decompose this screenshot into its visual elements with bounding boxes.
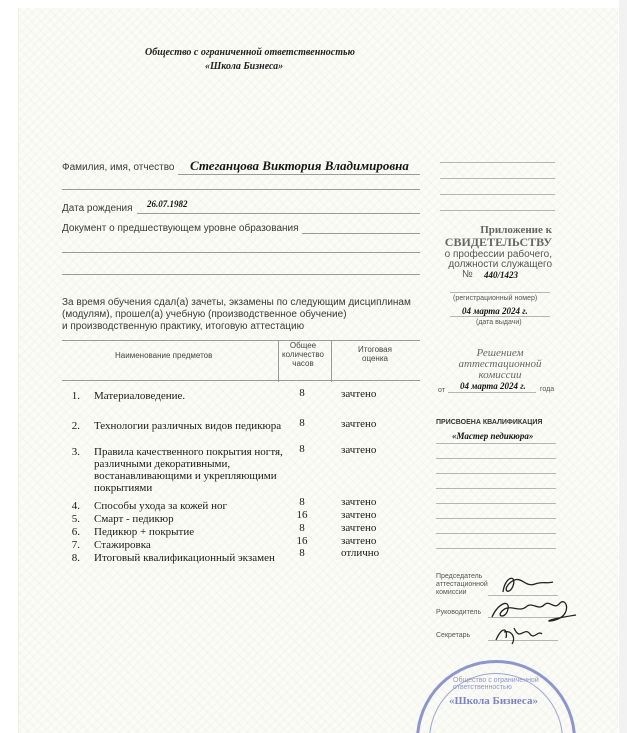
table-row-hours: 16 [296,509,308,521]
table-row-num: 8. [71,552,80,564]
intro-line-2: (модулям), прошел(а) учебную (производственное обучение) [62,309,347,320]
fio-line [178,174,420,175]
issue-date-line [450,316,550,317]
qual-line-3 [436,473,556,474]
table-row-hours: 8 [299,387,305,399]
table-row-name: Итоговый квалификационный экзамен [94,552,275,564]
prev-doc-line-3 [62,274,420,275]
table-row-num: 4. [71,500,80,512]
chair-label-3: комиссии [436,589,467,596]
stamp-center-text: «Школа Бизнеса» [449,695,538,707]
qualification-value: «Мастер педикюра» [452,431,534,441]
issue-date-label: (дата выдачи) [476,319,522,326]
qualification-title: ПРИСВОЕНА КВАЛИФИКАЦИЯ [436,419,543,426]
table-header-border [62,380,420,381]
decision-line-2: аттестационной [458,358,542,370]
appendix-no-label: № [462,269,473,280]
reg-number-label: (регистрационный номер) [453,295,538,302]
scrollbar-track[interactable] [619,0,627,733]
prev-doc-label: Документ о предшествующем уровне образования [62,223,299,234]
table-row-num: 1. [71,390,80,402]
decision-date: 04 марта 2024 г. [460,381,526,391]
chair-label [436,573,488,597]
table-row-grade: зачтено [341,418,377,430]
decision-date-line [448,392,536,393]
table-row-name: Технологии различных видов педикюра [94,420,282,432]
col-header-grade-1: Итоговая [358,345,392,354]
table-row-num: 5. [71,513,80,525]
col-header-name: Наименование предметов [115,351,213,360]
table-row-hours: 8 [299,443,305,455]
right-line-1 [440,162,555,163]
birth-label: Дата рождения [62,203,133,214]
table-row-grade: отлично [341,547,380,559]
table-row-hours: 16 [296,535,308,547]
birth-line [137,213,420,214]
right-line-2 [440,178,555,179]
right-line-4 [440,210,555,211]
decision-from-label: от [438,387,445,394]
col-divider-1 [278,340,279,382]
qual-line-7 [436,533,556,534]
qual-line-6 [436,518,556,519]
table-row-hours: 8 [299,496,305,508]
table-row-name: Стажировка [94,539,151,551]
col-header-hours [278,341,328,368]
chair-label-2: аттестационной [436,581,488,588]
table-row-hours: 8 [299,522,305,534]
fio-value: Стеганцова Виктория Владимировна [190,158,409,173]
issue-date: 04 марта 2024 г. [462,306,528,316]
col-header-hours-3: часов [292,359,314,368]
decision-line-3: комиссии [478,369,522,381]
prev-doc-line-2 [62,252,420,253]
intro-line-3: и производственную практику, итоговую аттестацию [62,321,305,332]
appendix-number: 440/1423 [484,270,519,280]
table-top-border [62,340,420,341]
table-row-name: Смарт - педикюр [94,513,174,525]
table-row-hours: 8 [299,547,305,559]
stamp-ring-text: Общество с ограниченной ответственностью [453,677,539,691]
col-divider-2 [331,340,332,382]
secretary-label: Секретарь [436,632,471,639]
appendix-title-1: Приложение к [480,224,552,236]
table-row-grade: зачтено [341,535,377,547]
qual-line-1 [436,443,556,444]
chair-label-1: Председатель [436,573,483,580]
decision-line-1: Решением [476,347,524,359]
right-line-3 [440,194,555,195]
decision-year-suffix: года [540,386,555,393]
qual-line-4 [436,488,556,489]
intro-line-1: За время обучения сдал(а) зачеты, экзамены по следующим дисциплинам [62,297,411,308]
table-row-num: 7. [71,539,80,551]
head-label: Руководитель [436,609,482,616]
col-header-grade [340,345,410,363]
table-row-grade: зачтено [341,444,377,456]
table-row-name: Правила качественного покрытия ногтя, различными декоративными, востанавливающими и укрепляющими покрытиями [94,446,283,494]
table-row-num: 3. [71,446,80,458]
appendix-title-2: СВИДЕТЕЛЬСТВУ [444,235,552,249]
qual-line-2 [436,458,556,459]
secretary-signature [490,618,550,648]
table-row-grade: зачтено [341,522,377,534]
qual-line-5 [436,503,556,504]
table-row-grade: зачтено [341,388,377,400]
appendix-sub-1: о профессии рабочего, [444,249,552,260]
table-row-name: Материаловедение. [94,390,186,402]
col-header-grade-2: оценка [362,354,388,363]
table-row-name: Педикюр + покрытие [94,526,195,538]
fio-label: Фамилия, имя, отчество [62,162,175,173]
organization-name: Общество с ограниченной ответственностью [145,47,355,58]
table-row-grade: зачтено [341,496,377,508]
col-header-hours-2: количество [282,350,324,359]
table-row-hours: 8 [299,417,305,429]
table-row-name: Способы ухода за кожей ног [94,500,227,512]
col-header-hours-1: Общее [289,341,317,350]
appendix-line [450,292,550,293]
table-row-num: 6. [71,526,80,538]
prev-doc-line-1 [302,233,420,234]
appendix-sub-2: должности служащего [448,259,552,270]
table-row-grade: зачтено [341,509,377,521]
organization-title: «Школа Бизнеса» [205,61,284,72]
fio-line-2 [62,189,420,190]
qual-line-8 [436,548,556,549]
birth-value: 26.07.1982 [147,199,188,209]
table-row-num: 2. [71,420,80,432]
